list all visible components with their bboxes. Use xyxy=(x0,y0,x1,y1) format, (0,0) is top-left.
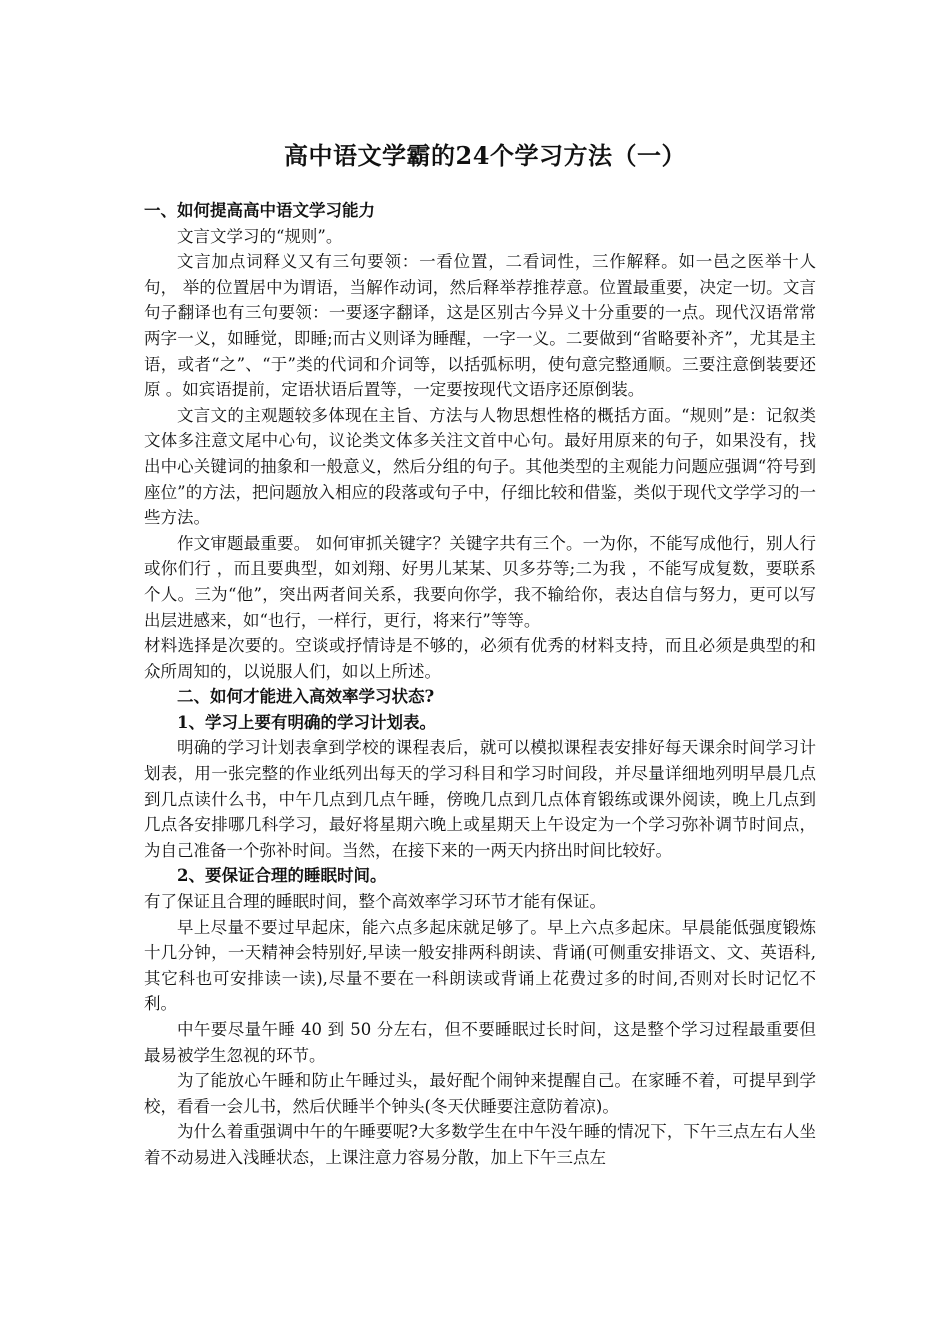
paragraph: 作文审题最重要。 如何审抓关键字？关键字共有三个。一为你，不能写成他行，别人行或你们行 ，而且要典型，如刘翔、好男儿某某、贝多芬等;二为我 ，不能写成复数，要联系个人。三为“他”，突出两者间关系，我要向你学，我不输给你，表达自信与努力，更可以写出层进感来，如“也行，一样行，更行，将来行”等等。 xyxy=(144,533,816,630)
paragraph: 为了能放心午睡和防止午睡过头，最好配个闹钟来提醒自己。在家睡不着，可提早到学校，看看一会儿书，然后伏睡半个钟头(冬天伏睡要注意防着凉)。 xyxy=(144,1071,816,1116)
paragraph: 文言文的主观题较多体现在主旨、方法与人物思想性格的概括方面。“规则”是：记叙类文体多注意文尾中心句，议论类文体多关注文首中心句。最好用原来的句子，如果没有，找出中心关键词的抽象和一般意义，然后分组的句子。其他类型的主观能力问题应强调“符号到座位”的方法，把问题放入相应的段落或句子中，仔细比较和借鉴，类似于现代文学学习的一些方法。 xyxy=(144,405,816,528)
paragraph: 为什么着重强调中午的午睡要呢?大多数学生在中午没午睡的情况下，下午三点左右人坐着不动易进入浅睡状态，上课注意力容易分散，加上下午三点左 xyxy=(144,1122,816,1167)
paragraph: 文言加点词释义又有三句要领：一看位置，二看词性，三作解释。如一邑之医举十人句， 举的位置居中为谓语，当解作动词，然后释举荐推荐意。位置最重要，决定一切。文言句子翻译也有三句要领：一要逐字翻译，这是区别古今异义十分重要的一点。现代汉语常常两字一义，如睡觉，即睡;而古义则译为睡醒，一字一义。二要做到“省略要补齐”，尤其是主语，或者“之”、“于”类的代词和介词等，以括弧标明，使句意完整通顺。三要注意倒装要还原 。如宾语提前，定语状语后置等，一定要按现代文语序还原倒装。 xyxy=(144,252,816,400)
paragraph: 有了保证且合理的睡眠时间，整个高效率学习环节才能有保证。 xyxy=(144,892,606,912)
section-heading: 1、学习上要有明确的学习计划表。 xyxy=(177,712,436,732)
section-heading: 一、如何提高高中语文学习能力 xyxy=(144,201,375,220)
section-heading: 2、要保证合理的睡眠时间。 xyxy=(177,866,387,886)
paragraph: 中午要尽量午睡 40 到 50 分左右，但不要睡眠过长时间，这是整个学习过程最重要但最易被学生忽视的环节。 xyxy=(144,1020,816,1065)
paragraph: 文言文学习的“规则”。 xyxy=(177,226,343,246)
paragraph: 材料选择是次要的。空谈或抒情诗是不够的，必须有优秀的材料支持，而且必须是典型的和众所周知的，以说服人们，如以上所述。 xyxy=(144,636,816,681)
section-heading: 二、如何才能进入高效率学习状态? xyxy=(177,687,435,707)
document-body xyxy=(144,198,816,1171)
paragraph: 早上尽量不要过早起床，能六点多起床就足够了。早上六点多起床。早晨能低强度锻炼十几分钟，一天精神会特别好,早读一般安排两科朗读、背诵(可侧重安排语文、文、英语科,其它科也可安排读一读),尽量不要在一科朗读或背诵上花费过多的时间,否则对长时记忆不利。 xyxy=(144,917,816,1014)
paragraph: 明确的学习计划表拿到学校的课程表后，就可以模拟课程表安排好每天课余时间学习计划表，用一张完整的作业纸列出每天的学习科目和学习时间段，并尽量详细地列明早晨几点到几点读什么书，中午几点到几点午睡，傍晚几点到几点体育锻练或课外阅读，晚上几点到几点各安排哪几科学习，最好将星期六晚上或星期天上午设定为一个学习弥补调节时间点，为自己准备一个弥补时间。当然，在接下来的一两天内挤出时间比较好。 xyxy=(144,738,816,860)
document-title: 高中语文学霸的24个学习方法（一） xyxy=(284,141,686,170)
